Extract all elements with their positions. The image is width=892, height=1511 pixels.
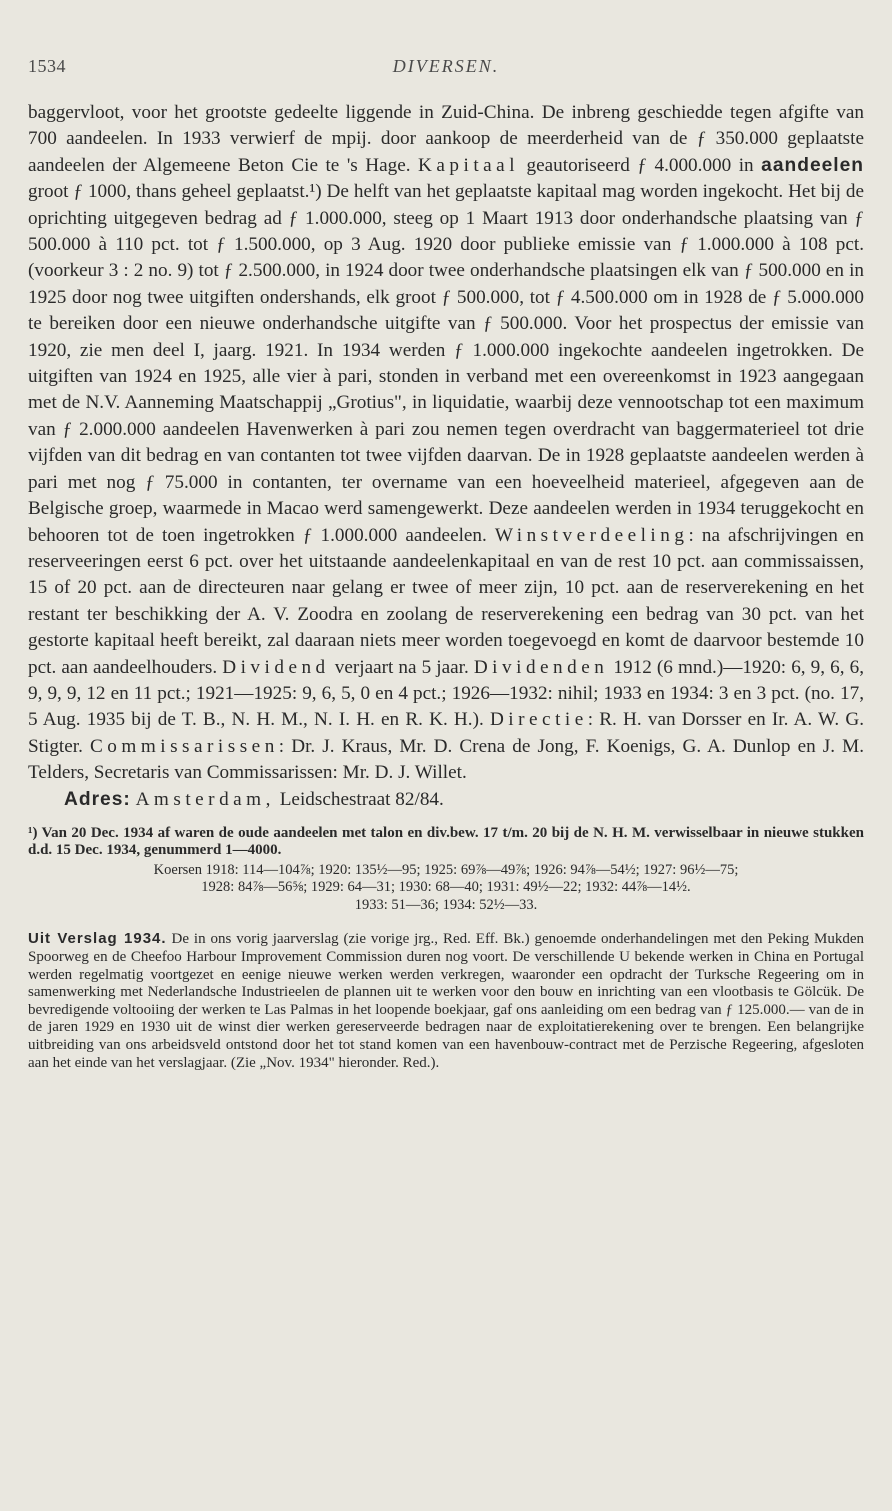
text-segment: baggervloot, voor het grootste gedeelte liggende in Zuid-China. De inbreng geschiedde tegen afgifte van 700 aandeelen. In 1933 verwierf de mpij. door aankoop de meerderheid van de ƒ 350.000 geplaatste aandeelen der Algemeene Beton Cie te 's Hage. [28,102,864,176]
address-label: Adres: [64,788,131,810]
page-header [28,52,864,82]
address-line [64,787,864,813]
document-page [28,52,864,1492]
text-segment: : R. H. van Dorsser en Ir. A. W. G. Stigter. [28,709,864,757]
report-text: De in ons vorig jaarverslag (zie vorige jrg., Red. Eff. Bk.) genoemde onderhandelingen met den Peking Mukden Spoorweg en de Cheefoo Harbour Improvement Commission duren nog voort. De verschillende U bekende werken in China en Portugal werden regelmatig voortgezet en eenige nieuwe werken werden verkregen, waaronder een opdracht der Turksche Regeering om in samenwerking met Nederlandsche Industrieelen de plannen uit te werken voor den bouw en inrichting van een vlootbasis te Gölcük. De bevredigende voltooiing der werken te Las Palmas in het loopende boekjaar, gaf ons aanleiding om een bedrag van ƒ 125.000.— van de in de jaren 1929 en 1930 uit de winst dier werken gereserveerde bedragen naar de exploitatierekening over te brengen. Een belangrijke uitbreiding van ons arbeidsveld ontstond door het tot stand komen van een havenbouw-contract met de Perzische Regeering, afgesloten aan het einde van het verslagjaar. (Zie „Nov. 1934" hieronder. Red.). [28,931,864,1071]
report-label: Uit Verslag 1934. [28,930,167,948]
text-segment: geautoriseerd ƒ 4.000.000 in [519,154,762,176]
footnote: ¹) Van 20 Dec. 1934 af waren de oude aandeelen met talon en div.bew. 17 t/m. 20 bij de N. H. M. verwisselbaar in nieuwe stukken d.d. 15 Dec. 1934, genummerd 1—4000. [28,824,864,859]
keyword-dividend: Dividend [222,656,330,678]
price-line-3: 1933: 51—36; 1934: 52½—33. [354,896,538,913]
text-segment: 1912 (6 mnd.)—1920: 6, 9, 6, 6, 9, 9, 9, 12 en 11 pct.; 1921—1925: 9, 6, 5, 0 en 4 pct.; 1926—1932: nihil; 1933 en 1934: 3 en 3 pct. (no. 17, 5 Aug. 1935 bij de T. B., N. H. M., N. I. H. en R. K. H.). [28,656,864,731]
keyword-aandeelen: aandeelen [761,154,864,176]
text-segment: : na afschrijvingen en reserveeringen eerst 6 pct. over het uitstaande aandeelenkapitaal en van de rest 10 pct. aan commissaissen, 15 of 20 pct. aan de directeuren naar gelang er twee of meer zijn, 10 pct. aan de reserverekening en het restant ter beschikking der A. V. Zoodra en zoolang de reserverekening een bedrag van 30 pct. van het gestorte kapitaal heeft bereikt, zal daaraan niets meer worden toegevoegd en komt de daarvoor bestemde 10 pct. aan aandeelhouders. [28,524,864,678]
main-paragraph [28,100,864,787]
annual-report-excerpt [28,930,864,1072]
text-segment: groot ƒ 1000, thans geheel geplaatst.¹) De helft van het geplaatste kapitaal mag worden ingekocht. Het bij de oprichting uitgegeven bedrag ad ƒ 1.000.000, steeg op 1 Maart 1913 door onderhandsche plaatsing van ƒ 500.000 à 110 pct. tot ƒ 1.500.000, op 3 Aug. 1920 door publieke emissie van ƒ 1.000.000 à 108 pct. (voorkeur 3 : 2 no. 9) tot ƒ 2.500.000, in 1924 door twee onderhandsche plaatsingen elk van ƒ 500.000 en in 1925 door nog twee uitgiften ondershands, elk groot ƒ 500.000, tot ƒ 4.500.000 om in 1928 de ƒ 5.000.000 te bereiken door een nieuwe onderhandsche uitgifte van ƒ 500.000. Voor het prospectus der emissie van 1920, zie men deel I, jaarg. 1921. In 1934 werden ƒ 1.000.000 ingekochte aandeelen ingetrokken. De uitgiften van 1924 en 1925, alle vier à pari, stonden in verband met een overeenkomst in 1923 aangegaan met de N.V. Aanneming Maatschappij „Grotius", in liquidatie, waarbij deze vennootschap tot een maximum van ƒ 2.000.000 aandeelen Havenwerken à pari zou nemen tegen overdracht van baggermaterieel tot drie vijfden van dit bedrag en van contanten tot twee vijfden daarvan. De in 1928 geplaatste aandeelen werden à pari met nog ƒ 75.000 in contanten, ter overname van een hoeveelheid materieel, afgegeven aan de Belgische groep, waarmede in Macao werd samengewerkt. Deze aandeelen werden in 1934 teruggekocht en behooren tot de toen ingetrokken ƒ 1.000.000 aandeelen. [28,181,864,546]
keyword-dividenden: Dividenden [473,656,609,678]
keyword-directie: Directie [489,709,588,731]
address-city: Amsterdam, [135,788,275,810]
keyword-kapitaal: Kapitaal [418,154,520,176]
address-street: Leidschestraat 82/84. [274,788,444,810]
price-line-2: 1928: 84⅞—56⅝; 1929: 64—31; 1930: 68—40; 1931: 49½—22; 1932: 44⅞—14½. [201,879,691,896]
text-segment: : Dr. J. Kraus, Mr. D. Crena de Jong, F. Koenigs, G. A. Dunlop en J. M. Telders, Secretaris van Commissarissen: Mr. D. J. Willet. [28,735,864,784]
keyword-winstverdeeling: Winstverdeeling [494,524,689,546]
text-segment: verjaart na 5 jaar. [329,656,474,678]
running-title: DIVERSEN. [392,56,500,76]
page-number: 1534 [28,56,66,76]
keyword-commissarissen: Commissarissen [90,735,279,757]
price-history [28,862,864,915]
price-line-1: Koersen 1918: 114—104⅞; 1920: 135½—95; 1925: 69⅞—49⅞; 1926: 94⅞—54½; 1927: 96½—75; [153,861,739,878]
